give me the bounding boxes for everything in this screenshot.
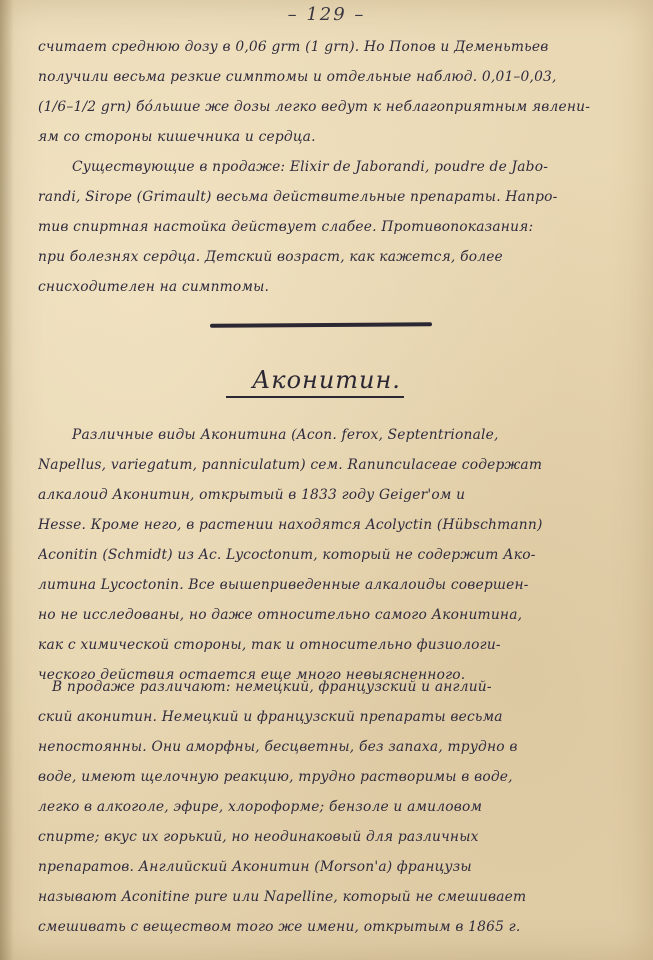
section-divider <box>210 322 432 328</box>
text-line: смешивать с веществом того же имени, открытым в 1865 г. <box>38 919 521 935</box>
page-number: – 129 – <box>287 4 366 25</box>
text-line: легко в алкоголе, эфире, хлороформе; бензоле и амиловом <box>38 799 483 815</box>
text-line: ям со стороны кишечника и сердца. <box>38 129 316 145</box>
text-line: ческого действия остается еще много невыясненного. <box>38 667 466 683</box>
text-line: спирте; вкус их горький, но неодинаковый для различных <box>38 829 479 845</box>
section-title-underline <box>226 396 404 398</box>
text-line: называют Aconitine pure или Napelline, который не смешивает <box>38 889 527 905</box>
text-line: (1/6–1/2 grn) бóльшие же дозы легко ведут к неблагоприятным явлени- <box>38 99 591 115</box>
text-line: непостоянны. Они аморфны, бесцветны, без запаха, трудно в <box>38 739 518 755</box>
text-line: Hesse. Кроме него, в растении находятся Acolyctin (Hübschmann) <box>38 517 543 533</box>
text-line: препаратов. Английский Аконитин (Morson'а) французы <box>38 859 472 875</box>
text-line: как с химической стороны, так и относительно физиологи- <box>38 637 501 653</box>
section-title: Аконитин. <box>252 366 401 394</box>
text-line: тив спиртная настойка действует слабее. Противопоказания: <box>38 219 534 235</box>
text-line: получили весьма резкие симптомы и отдельные наблюд. 0,01–0,03, <box>38 69 557 85</box>
text-line: алкалоид Аконитин, открытый в 1833 году Geiger'ом и <box>38 487 466 503</box>
top-paragraph <box>38 32 624 152</box>
page-edge-shadow <box>0 0 14 960</box>
body-paragraph-2 <box>38 672 624 942</box>
text-line: воде, имеют щелочную реакцию, трудно растворимы в воде, <box>38 769 513 785</box>
text-line: Различные виды Аконитина (Acon. ferox, Septentrionale, <box>72 427 499 443</box>
second-paragraph <box>38 152 624 302</box>
text-line: при болезнях сердца. Детский возраст, как кажется, более <box>38 249 503 265</box>
text-line: ский аконитин. Немецкий и французский препараты весьма <box>38 709 503 725</box>
text-line: литина Lycoctonin. Все вышеприведенные алкалоиды совершен- <box>38 577 529 593</box>
text-line: но не исследованы, но даже относительно самого Аконитина, <box>38 607 523 623</box>
text-line: Существующие в продаже: Elixir de Jaborandi, poudre de Jabo- <box>72 159 549 175</box>
text-line: Aconitin (Schmidt) из Ac. Lycoctonum, который не содержит Ако- <box>38 547 536 563</box>
text-line: В продаже различают: немецкий, французский и англий- <box>52 679 492 695</box>
body-paragraph-1 <box>38 420 624 690</box>
text-line: Napellus, variegatum, panniculatum) сем. Ranunculaceae содержат <box>38 457 543 473</box>
text-line: randi, Sirope (Grimault) весьма действительные препараты. Напро- <box>38 189 558 205</box>
text-line: снисходителен на симптомы. <box>38 279 270 295</box>
text-line: считает среднюю дозу в 0,06 grm (1 grn). Но Попов и Деменьтьев <box>38 39 549 55</box>
